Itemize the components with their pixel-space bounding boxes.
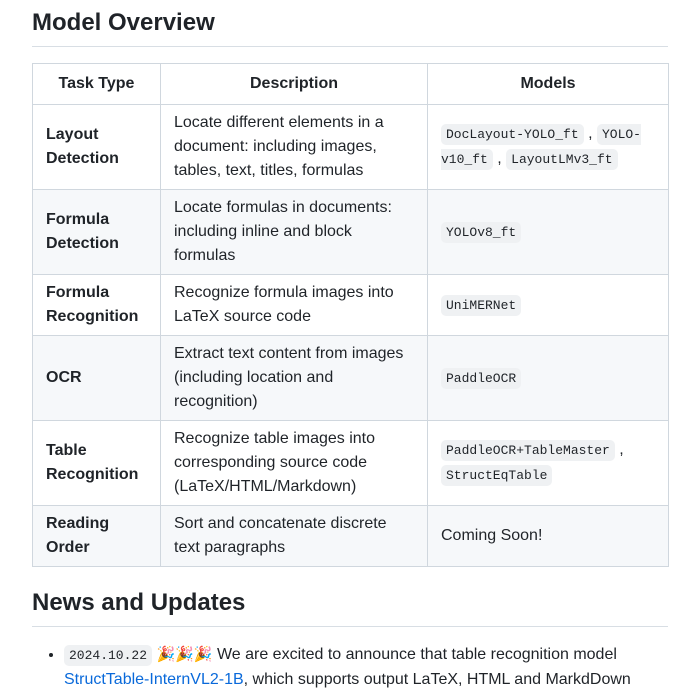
column-header: Models — [428, 64, 669, 105]
table-row — [33, 190, 669, 275]
models-cell: PaddleOCR+TableMaster , StructEqTable — [428, 421, 669, 506]
description: Recognize formula images into LaTeX source code — [161, 275, 428, 336]
task-type: OCR — [33, 336, 161, 421]
party-emoji-icon: 🎉🎉🎉 — [156, 646, 213, 663]
models-cell — [428, 190, 669, 275]
model-overview-section — [32, 8, 668, 567]
column-header: Description — [161, 64, 428, 105]
description: Locate formulas in documents: including inline and block formulas — [161, 190, 428, 275]
table-row — [33, 506, 669, 567]
models-cell: DocLayout-YOLO_ft , YOLO-v10_ft , LayoutLMv3_ft — [428, 105, 669, 190]
table-row — [33, 105, 669, 190]
description: Recognize table images into corresponding source code (LaTeX/HTML/Markdown) — [161, 421, 428, 506]
model-link[interactable]: StructTable-InternVL2-1B — [64, 671, 244, 688]
table-row — [33, 336, 669, 421]
news-list — [32, 643, 668, 692]
models-cell — [428, 275, 669, 336]
column-header: Task Type — [33, 64, 161, 105]
task-type: Formula Detection — [33, 190, 161, 275]
task-type: Reading Order — [33, 506, 161, 567]
table-row — [33, 421, 669, 506]
task-type: Layout Detection — [33, 105, 161, 190]
list-item — [64, 643, 668, 692]
model-name: StructEqTable — [441, 465, 552, 486]
section-heading: News and Updates — [32, 588, 668, 627]
model-name: PaddleOCR+TableMaster — [441, 440, 615, 461]
task-type: Formula Recognition — [33, 275, 161, 336]
model-name: UniMERNet — [441, 295, 521, 316]
model-name: LayoutLMv3_ft — [506, 149, 617, 170]
task-type: Table Recognition — [33, 421, 161, 506]
models-cell — [428, 506, 669, 567]
news-text: , which supports output LaTeX, HTML and MarkdDown — [243, 671, 631, 688]
models-text: Coming Soon! — [441, 527, 543, 544]
description: Locate different elements in a document: including images, tables, text, titles, formulas — [161, 105, 428, 190]
model-name: DocLayout-YOLO_ft — [441, 124, 584, 145]
description: Sort and concatenate discrete text paragraphs — [161, 506, 428, 567]
section-heading: Model Overview — [32, 8, 668, 47]
models-cell — [428, 336, 669, 421]
model-name: PaddleOCR — [441, 368, 521, 389]
model-table — [32, 63, 669, 567]
table-row — [33, 275, 669, 336]
news-section — [32, 588, 668, 692]
description: Extract text content from images (including location and recognition) — [161, 336, 428, 421]
model-name: YOLOv8_ft — [441, 222, 521, 243]
date-badge: 2024.10.22 — [64, 645, 152, 666]
news-text: We are excited to announce that table recognition model — [212, 646, 617, 663]
model-name: YOLO-v10_ft — [441, 124, 641, 170]
